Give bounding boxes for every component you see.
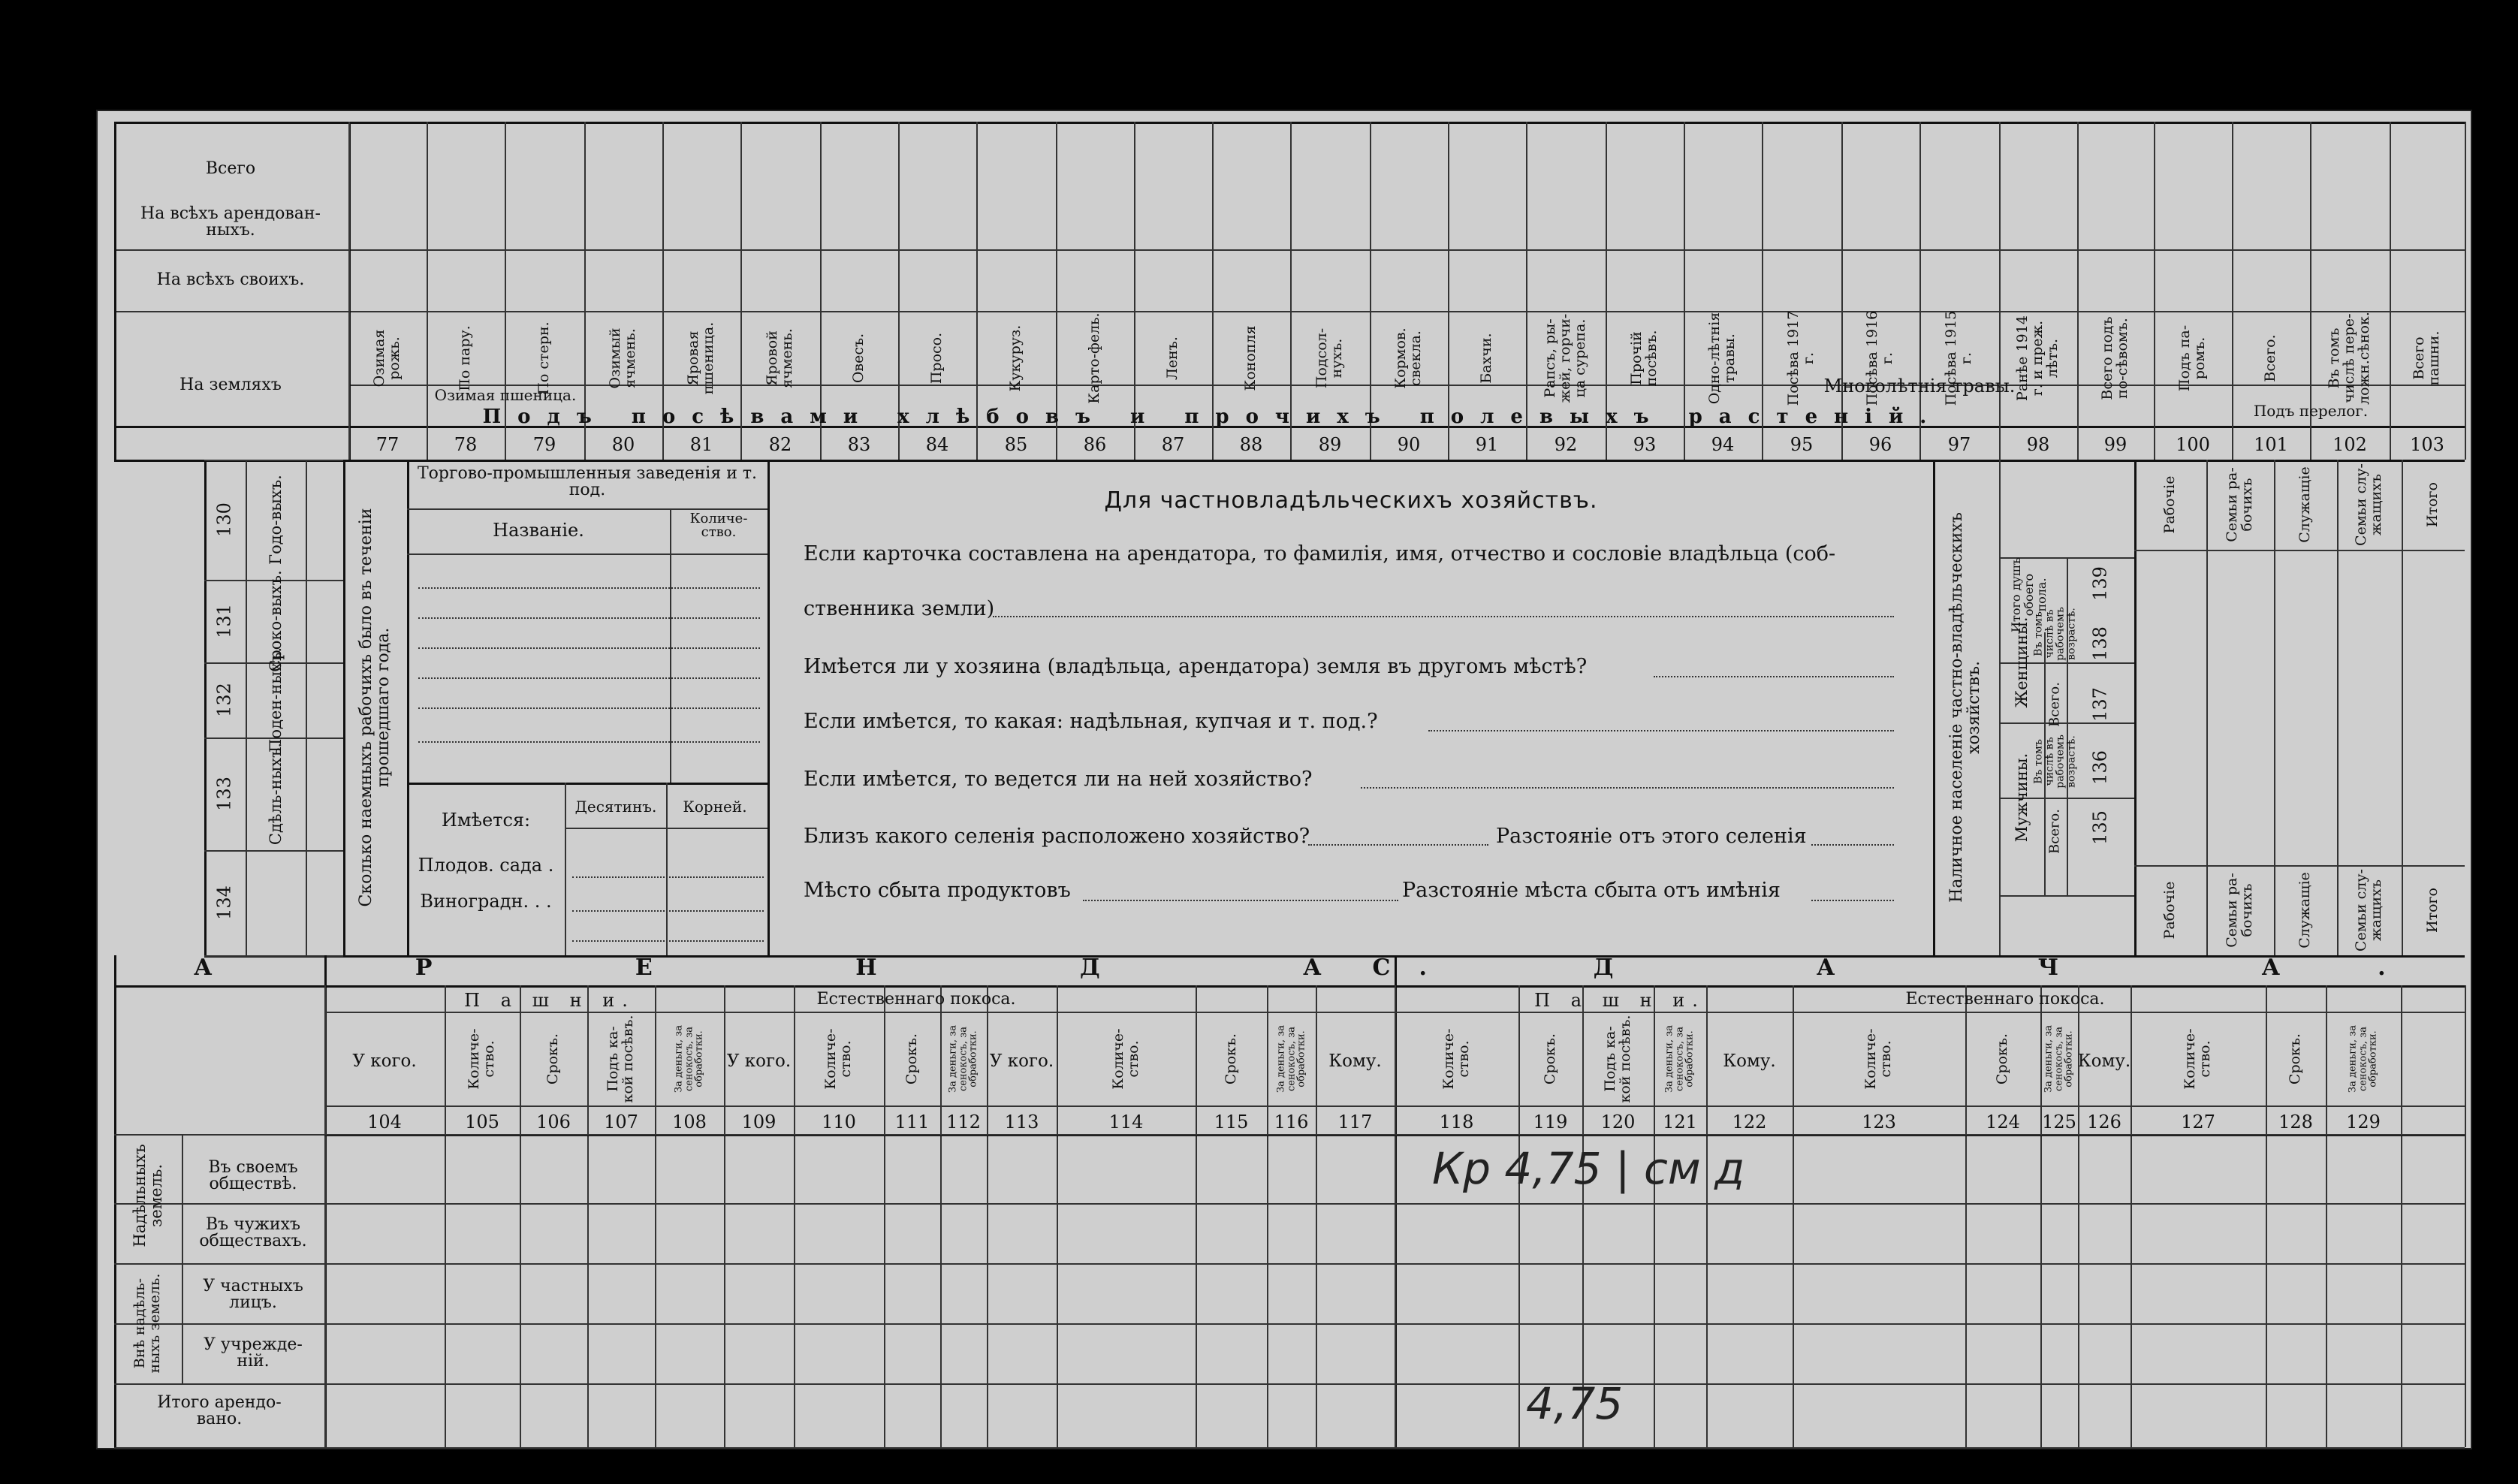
men-label: Мужчины. [2012, 753, 2031, 843]
population-col-label: Итого [2424, 482, 2441, 527]
bottom-row-rule [114, 1323, 2465, 1325]
crop-col-rule [348, 122, 350, 460]
rule [2274, 460, 2275, 955]
crop-col-number: 84 [925, 434, 949, 455]
rent-col-label: Срокъ. [544, 1033, 562, 1085]
rent-col-rule [1965, 985, 1967, 1447]
women-label: Женщины. [2012, 617, 2031, 708]
rule [324, 1012, 2465, 1013]
total-souls-label: Итого душъ обоего пола. [2008, 557, 2049, 632]
rule [407, 460, 409, 955]
rent-col-rule [2401, 985, 2402, 1447]
rent-col-rule [884, 985, 885, 1447]
worker-row-label: Поден-ныхъ. [266, 647, 285, 753]
rent-col-rule [1518, 985, 1520, 1447]
crop-col-number: 89 [1318, 434, 1342, 455]
bottom-left-border [114, 955, 116, 1447]
rule [1999, 722, 2134, 724]
rent-col-rule [1057, 985, 1058, 1447]
rule [2402, 460, 2403, 955]
rent-col-rule [1706, 985, 1708, 1447]
private-line: Если имѣется, то ведется ли на ней хозяйство? [804, 768, 1313, 791]
dotted-line [418, 741, 760, 743]
own-community-label: Въ своемъ обществѣ. [208, 1158, 298, 1193]
rule [114, 249, 2465, 251]
rule [1811, 844, 1894, 846]
population-col-label: Семьи ра-бочихъ [2224, 467, 2255, 542]
population-col-label: Рабочіе [2161, 881, 2179, 940]
rent-col-rule [520, 985, 521, 1447]
rule [246, 460, 247, 955]
worker-row-number: 134 [213, 885, 235, 920]
rent-col-rule [1395, 985, 1396, 1447]
rent-col-label: Срокъ. [903, 1033, 920, 1085]
crop-col-label: Кукуруз. [1007, 324, 1024, 392]
rent-col-rule [2040, 985, 2042, 1447]
private-title: Для частновладѣльческихъ хозяйствъ. [1104, 487, 1598, 514]
rent-col-number: 126 [2087, 1111, 2121, 1133]
row-label-total: Всего [205, 159, 256, 178]
crop-col-number: 98 [2026, 434, 2050, 455]
dotted-line [418, 677, 760, 679]
top-border [114, 122, 2465, 124]
rent-col-label: Количе-ство. [822, 1028, 854, 1090]
crop-col-number: 86 [1083, 434, 1107, 455]
sdacha-pashni: П а ш н и. [1534, 990, 1705, 1011]
group-perennial: Многолѣтнія травы. [1823, 376, 2016, 397]
allotment-label: Надѣльныхъ земель. [130, 1144, 165, 1247]
rule [2134, 865, 2465, 867]
women-working-label: Въ томъ числѣ въ рабочемъ возрастѣ. [2032, 607, 2078, 661]
rule [666, 783, 668, 955]
rent-col-rule [1267, 985, 1268, 1447]
crop-col-label: Всего. [2262, 334, 2279, 382]
population-label: Наличное населеніе частно-владѣльческихъ хозяйствъ. [1947, 512, 1983, 903]
dessiatin-label: Десятинъ. [574, 798, 657, 816]
rule [565, 828, 767, 829]
private-persons-label: У частныхъ лицъ. [203, 1277, 303, 1312]
crop-col-number: 96 [1868, 434, 1892, 455]
rent-col-rule [445, 985, 446, 1447]
rent-col-rule [587, 985, 589, 1447]
rule [565, 783, 566, 955]
rent-col-number: 118 [1439, 1111, 1474, 1133]
crop-col-rule [2154, 122, 2155, 460]
dotted-line [418, 647, 760, 649]
handwritten-entry: Кр 4,75 | см д [1432, 1143, 1745, 1194]
crop-col-number: 87 [1161, 434, 1185, 455]
rule [2134, 460, 2137, 955]
crop-col-label: Посѣва 1916 г. [1864, 310, 1895, 406]
crop-col-number: 77 [375, 434, 400, 455]
workers-label: Сколько наемныхъ рабочихъ было въ теченіи прошедшаго года. [356, 508, 393, 907]
rent-col-label: Срокъ. [2287, 1033, 2304, 1085]
crop-col-label: По пару. [457, 325, 474, 391]
row-label-own: На всѣхъ своихъ. [156, 270, 305, 289]
crop-col-number: 78 [454, 434, 478, 455]
rent-col-number: 125 [2042, 1111, 2076, 1133]
rule [2206, 460, 2208, 955]
population-col-label: Итого [2424, 888, 2441, 933]
arenda-title: А Р Е Н Д А. [194, 955, 1524, 981]
rent-col-number: 111 [894, 1111, 930, 1133]
row-label-lands: На земляхъ [179, 376, 282, 394]
crop-col-number: 101 [2254, 434, 2288, 455]
census-card [96, 110, 2483, 1449]
crop-col-number: 81 [689, 434, 713, 455]
worker-row-number: 130 [213, 502, 235, 537]
institutions-label: У учрежде-ній. [204, 1335, 303, 1371]
crop-col-number: 95 [1790, 434, 1814, 455]
crop-col-number: 97 [1947, 434, 1971, 455]
crop-col-number: 88 [1239, 434, 1263, 455]
population-number: 135 [2089, 810, 2111, 845]
rule [1811, 900, 1894, 901]
rent-col-number: 112 [946, 1111, 981, 1133]
crop-col-rule [2077, 122, 2079, 460]
rent-col-rule [724, 985, 725, 1447]
rent-col-number: 116 [1274, 1111, 1309, 1133]
rent-col-label: За деньги, за сенокосъ, за обработки. [947, 1025, 979, 1093]
crop-col-label: Прочiй посѣвъ. [1628, 330, 1660, 387]
rent-col-number: 123 [1862, 1111, 1896, 1133]
rule [1428, 730, 1894, 731]
private-line: Если имѣется, то какая: надѣльная, купчая и т. под.? [804, 710, 1378, 733]
rent-col-rule [1316, 985, 1317, 1447]
worker-row-number: 131 [213, 604, 235, 638]
rent-col-label: За деньги, за сенокосъ, за обработки. [1275, 1025, 1307, 1093]
crop-col-label: Озимый ячмень. [607, 327, 638, 389]
rent-col-label: Срокъ. [1222, 1033, 1239, 1085]
rent-col-label: Кому. [1328, 1051, 1382, 1071]
rent-col-label: У кого. [726, 1051, 792, 1071]
crop-col-rule [2232, 122, 2233, 460]
rent-col-label: Кому. [1723, 1051, 1776, 1071]
dotted-line [572, 940, 764, 942]
vineyard-label: Виноградн. . . [420, 891, 552, 912]
rent-col-label: У кого. [352, 1051, 417, 1071]
crop-col-number: 79 [532, 434, 556, 455]
crop-col-number: 94 [1711, 434, 1735, 455]
crop-num-rule [114, 460, 2465, 462]
rent-col-rule [2465, 985, 2466, 1447]
rule [204, 850, 343, 852]
non-allotment-label: Внѣ надѣль-ныхъ земель. [131, 1273, 163, 1374]
rent-col-label: За деньги, за сенокосъ, за обработки. [673, 1025, 705, 1093]
rent-title-rule [114, 985, 2465, 988]
rule [407, 508, 767, 510]
trade-title: Торгово-промышленныя заведенія и т. под. [417, 464, 758, 499]
rent-col-label: За деньги, за сенокосъ, за обработки. [2347, 1025, 2379, 1093]
crop-col-label: Яровой ячмень. [764, 328, 795, 388]
rent-col-number: 127 [2181, 1111, 2215, 1133]
crop-col-label: Одно-лѣтнія травы. [1706, 312, 1738, 405]
top-left-border [114, 122, 116, 460]
other-community-label: Въ чужихъ обществахъ. [199, 1215, 307, 1250]
rent-col-number: 114 [1108, 1111, 1144, 1133]
dotted-line [418, 587, 760, 589]
rule [993, 616, 1894, 617]
rent-col-rule [1793, 985, 1794, 1447]
private-line: Близъ какого селенія расположено хозяйство? [804, 825, 1310, 848]
rent-col-number: 115 [1214, 1111, 1249, 1133]
rule [343, 460, 345, 955]
crop-col-label: Всего подъ по-сѣвомъ. [2099, 316, 2130, 400]
bottom-row-rule [114, 1447, 2465, 1449]
population-number: 139 [2089, 566, 2111, 601]
rent-col-label: Подъ ка-кой посѣвъ. [605, 1015, 636, 1103]
rent-col-number: 106 [536, 1111, 571, 1133]
rule [407, 553, 767, 555]
rule [1083, 900, 1398, 901]
rule [204, 460, 343, 461]
crop-col-label: Бахчи. [1478, 333, 1495, 384]
population-col-label: Служащіе [2296, 466, 2314, 543]
rent-col-label: Подъ ка-кой посѣвъ. [1601, 1015, 1633, 1103]
rent-col-label: Кому. [2077, 1051, 2131, 1071]
rent-col-number: 108 [672, 1111, 707, 1133]
population-col-label: Семьи слу-жащихъ [2353, 869, 2384, 952]
group-winter-wheat: Озимая пшеница. [434, 386, 577, 404]
rent-col-label: Срокъ. [1994, 1033, 2011, 1085]
private-line: Разстояніе мѣста сбыта отъ имѣнія [1402, 879, 1781, 902]
bottom-row-rule [114, 1383, 2465, 1385]
rent-col-rule [2326, 985, 2327, 1447]
rule [2134, 550, 2465, 551]
crop-col-label: Ленъ. [1164, 336, 1181, 380]
rent-col-number: 121 [1663, 1111, 1697, 1133]
rent-col-rule [987, 985, 988, 1447]
rule [1999, 460, 2001, 955]
rent-col-number: 124 [1986, 1111, 2020, 1133]
rent-col-number: 129 [2346, 1111, 2381, 1133]
private-line: Имѣется ли у хозяина (владѣльца, арендатора) земля въ другомъ мѣстѣ? [804, 655, 1588, 678]
crop-col-number: 103 [2410, 434, 2444, 455]
roots-label: Корней. [683, 798, 747, 816]
crop-col-label: Посѣва 1917 г. [1785, 310, 1817, 406]
rent-col-rule [2130, 985, 2132, 1447]
dotted-line [418, 617, 760, 619]
arenda-pashni: П а ш н и. [464, 990, 635, 1011]
crop-col-label: Конопля [1242, 325, 1259, 391]
crop-col-number: 90 [1397, 434, 1421, 455]
rent-col-rule [2266, 985, 2267, 1447]
population-col-label: Рабочіе [2161, 475, 2179, 534]
private-line: Мѣсто сбыта продуктовъ [804, 879, 1071, 902]
rent-col-label: Количе-ство. [1440, 1028, 1472, 1090]
rule [2337, 460, 2339, 955]
crop-col-label: Посѣва 1915 г. [1943, 310, 1974, 406]
crop-col-number: 80 [611, 434, 635, 455]
rule [182, 1134, 183, 1383]
sdacha-title: С Д А Ч А. [1372, 955, 2483, 981]
crop-col-label: По стерн. [535, 321, 553, 395]
rent-col-number: 105 [465, 1111, 499, 1133]
rent-col-label: За деньги, за сенокосъ, за обработки. [2043, 1025, 2075, 1093]
rent-col-number: 119 [1533, 1111, 1568, 1133]
rule [407, 783, 767, 785]
rule [1308, 844, 1488, 846]
crop-col-label: Въ томъ числѣ пере-ложн.сѣнок. [2326, 312, 2372, 405]
rule [306, 460, 307, 955]
crop-header: Подъ посѣвами хлѣбовъ и прочихъ полевыхъ растеній. [482, 406, 1944, 428]
crop-col-label: Всего пашни. [2411, 330, 2442, 386]
rule [324, 1105, 2465, 1107]
rent-col-rule [1654, 985, 1655, 1447]
crop-col-label: Рапсъ, ры-жей, горчи-ца сурепа. [1542, 313, 1588, 403]
crop-col-label: Подсол-нухъ. [1313, 327, 1345, 389]
worker-row-label: Сроко-выхъ. [266, 570, 285, 672]
rent-col-label: Количе-ство. [1862, 1028, 1894, 1090]
rent-col-number: 110 [822, 1111, 856, 1133]
crop-col-rule [1999, 122, 2001, 460]
handwritten-total: 4,75 [1526, 1378, 1624, 1429]
rule [1361, 787, 1894, 789]
worker-row-label: Годо-выхъ. [266, 475, 285, 565]
private-right-border [1933, 460, 1935, 955]
rent-col-number: 113 [1004, 1111, 1039, 1133]
rent-col-rule [794, 985, 795, 1447]
crop-col-number: 93 [1633, 434, 1657, 455]
rule [1654, 676, 1894, 677]
rent-col-number: 128 [2278, 1111, 2313, 1133]
rent-col-rule [655, 985, 656, 1447]
total-rented-label: Итого арендо-вано. [157, 1393, 282, 1428]
population-col-label: Семьи ра-бочихъ [2224, 873, 2255, 948]
crop-col-number: 82 [768, 434, 792, 455]
rent-col-number: 109 [741, 1111, 777, 1133]
worker-row-number: 133 [213, 777, 235, 811]
population-number: 137 [2089, 687, 2111, 722]
crop-col-rule [427, 122, 428, 460]
crop-col-number: 92 [1554, 434, 1578, 455]
rent-col-rule [324, 985, 326, 1447]
qty-col-label: Количе-ство. [689, 511, 748, 540]
arenda-pokos: Естественнаго покоса. [816, 990, 1016, 1009]
rent-col-label: Срокъ. [1541, 1033, 1558, 1085]
orchard-label: Плодов. сада . [418, 855, 554, 876]
dotted-line [418, 707, 760, 709]
rent-col-number: 122 [1732, 1111, 1767, 1133]
rent-col-label: Количе-ство. [1109, 1028, 1141, 1090]
bottom-row-rule [114, 1263, 2465, 1265]
rent-col-number: 117 [1337, 1111, 1373, 1133]
rent-col-number: 120 [1600, 1111, 1636, 1133]
rent-col-label: У кого. [989, 1051, 1054, 1071]
mid-left-border [204, 460, 207, 955]
men-working-label: Въ томъ числѣ въ рабочемъ возрастѣ. [2032, 734, 2078, 789]
has-label: Имѣется: [441, 810, 531, 831]
men-total-label: Всего. [2046, 809, 2063, 854]
private-line: Если карточка составлена на арендатора, то фамилія, имя, отчество и сословіе владѣльца (соб- [804, 542, 1836, 566]
crop-col-number: 99 [2103, 434, 2127, 455]
crop-col-label: Просо. [928, 332, 945, 385]
private-line: ственника земли) [804, 597, 995, 620]
row-label-rented: На всѣхъ арендован-ныхъ. [140, 204, 321, 240]
rent-col-label: Количе-ство. [2182, 1028, 2213, 1090]
crop-col-label: Озимая рожь. [371, 329, 403, 388]
sdacha-pokos: Естественнаго покоса. [1905, 990, 2105, 1009]
population-number: 136 [2089, 750, 2111, 785]
bottom-row-rule [114, 1134, 2465, 1136]
crop-col-number: 85 [1004, 434, 1028, 455]
rent-col-rule [940, 985, 942, 1447]
name-col-label: Названіе. [493, 520, 584, 541]
rent-col-label: Количе-ство. [466, 1028, 497, 1090]
dotted-line [572, 876, 764, 878]
crop-col-number: 102 [2333, 434, 2367, 455]
crop-col-label: Яровая пшеница. [685, 321, 716, 395]
rent-col-number: 104 [367, 1111, 402, 1133]
population-col-label: Служащіе [2296, 872, 2314, 949]
worker-row-label: Сдѣль-ныхъ. [266, 742, 285, 846]
crop-col-label: Карто-фель. [1086, 312, 1103, 404]
crop-col-rule [2465, 122, 2466, 460]
crop-col-number: 91 [1475, 434, 1499, 455]
crop-col-rule [2390, 122, 2391, 460]
population-number: 138 [2089, 626, 2111, 661]
private-left-border [767, 460, 770, 955]
rent-col-rule [1196, 985, 1197, 1447]
women-total-label: Всего. [2046, 682, 2063, 727]
crop-col-number: 83 [847, 434, 871, 455]
dotted-line [572, 910, 764, 912]
worker-row-number: 132 [213, 683, 235, 717]
rule [1999, 895, 2134, 897]
crop-col-label: Кормов. свекла. [1392, 327, 1424, 389]
bottom-row-rule [114, 1203, 2465, 1205]
crop-col-label: Подъ па-ромъ. [2176, 324, 2208, 392]
rent-col-number: 107 [604, 1111, 638, 1133]
rent-col-label: За деньги, за сенокосъ, за обработки. [1663, 1025, 1696, 1093]
private-line: Разстояніе отъ этого селенія [1496, 825, 1807, 848]
crop-col-label: Овесъ. [850, 333, 867, 384]
crop-col-number: 100 [2176, 434, 2210, 455]
group-fallow: Подъ перелог. [2253, 402, 2369, 420]
crop-col-label: Ранѣе 1914 г. и преж. лѣтъ. [2014, 315, 2061, 401]
population-col-label: Семьи слу-жащихъ [2353, 463, 2384, 546]
